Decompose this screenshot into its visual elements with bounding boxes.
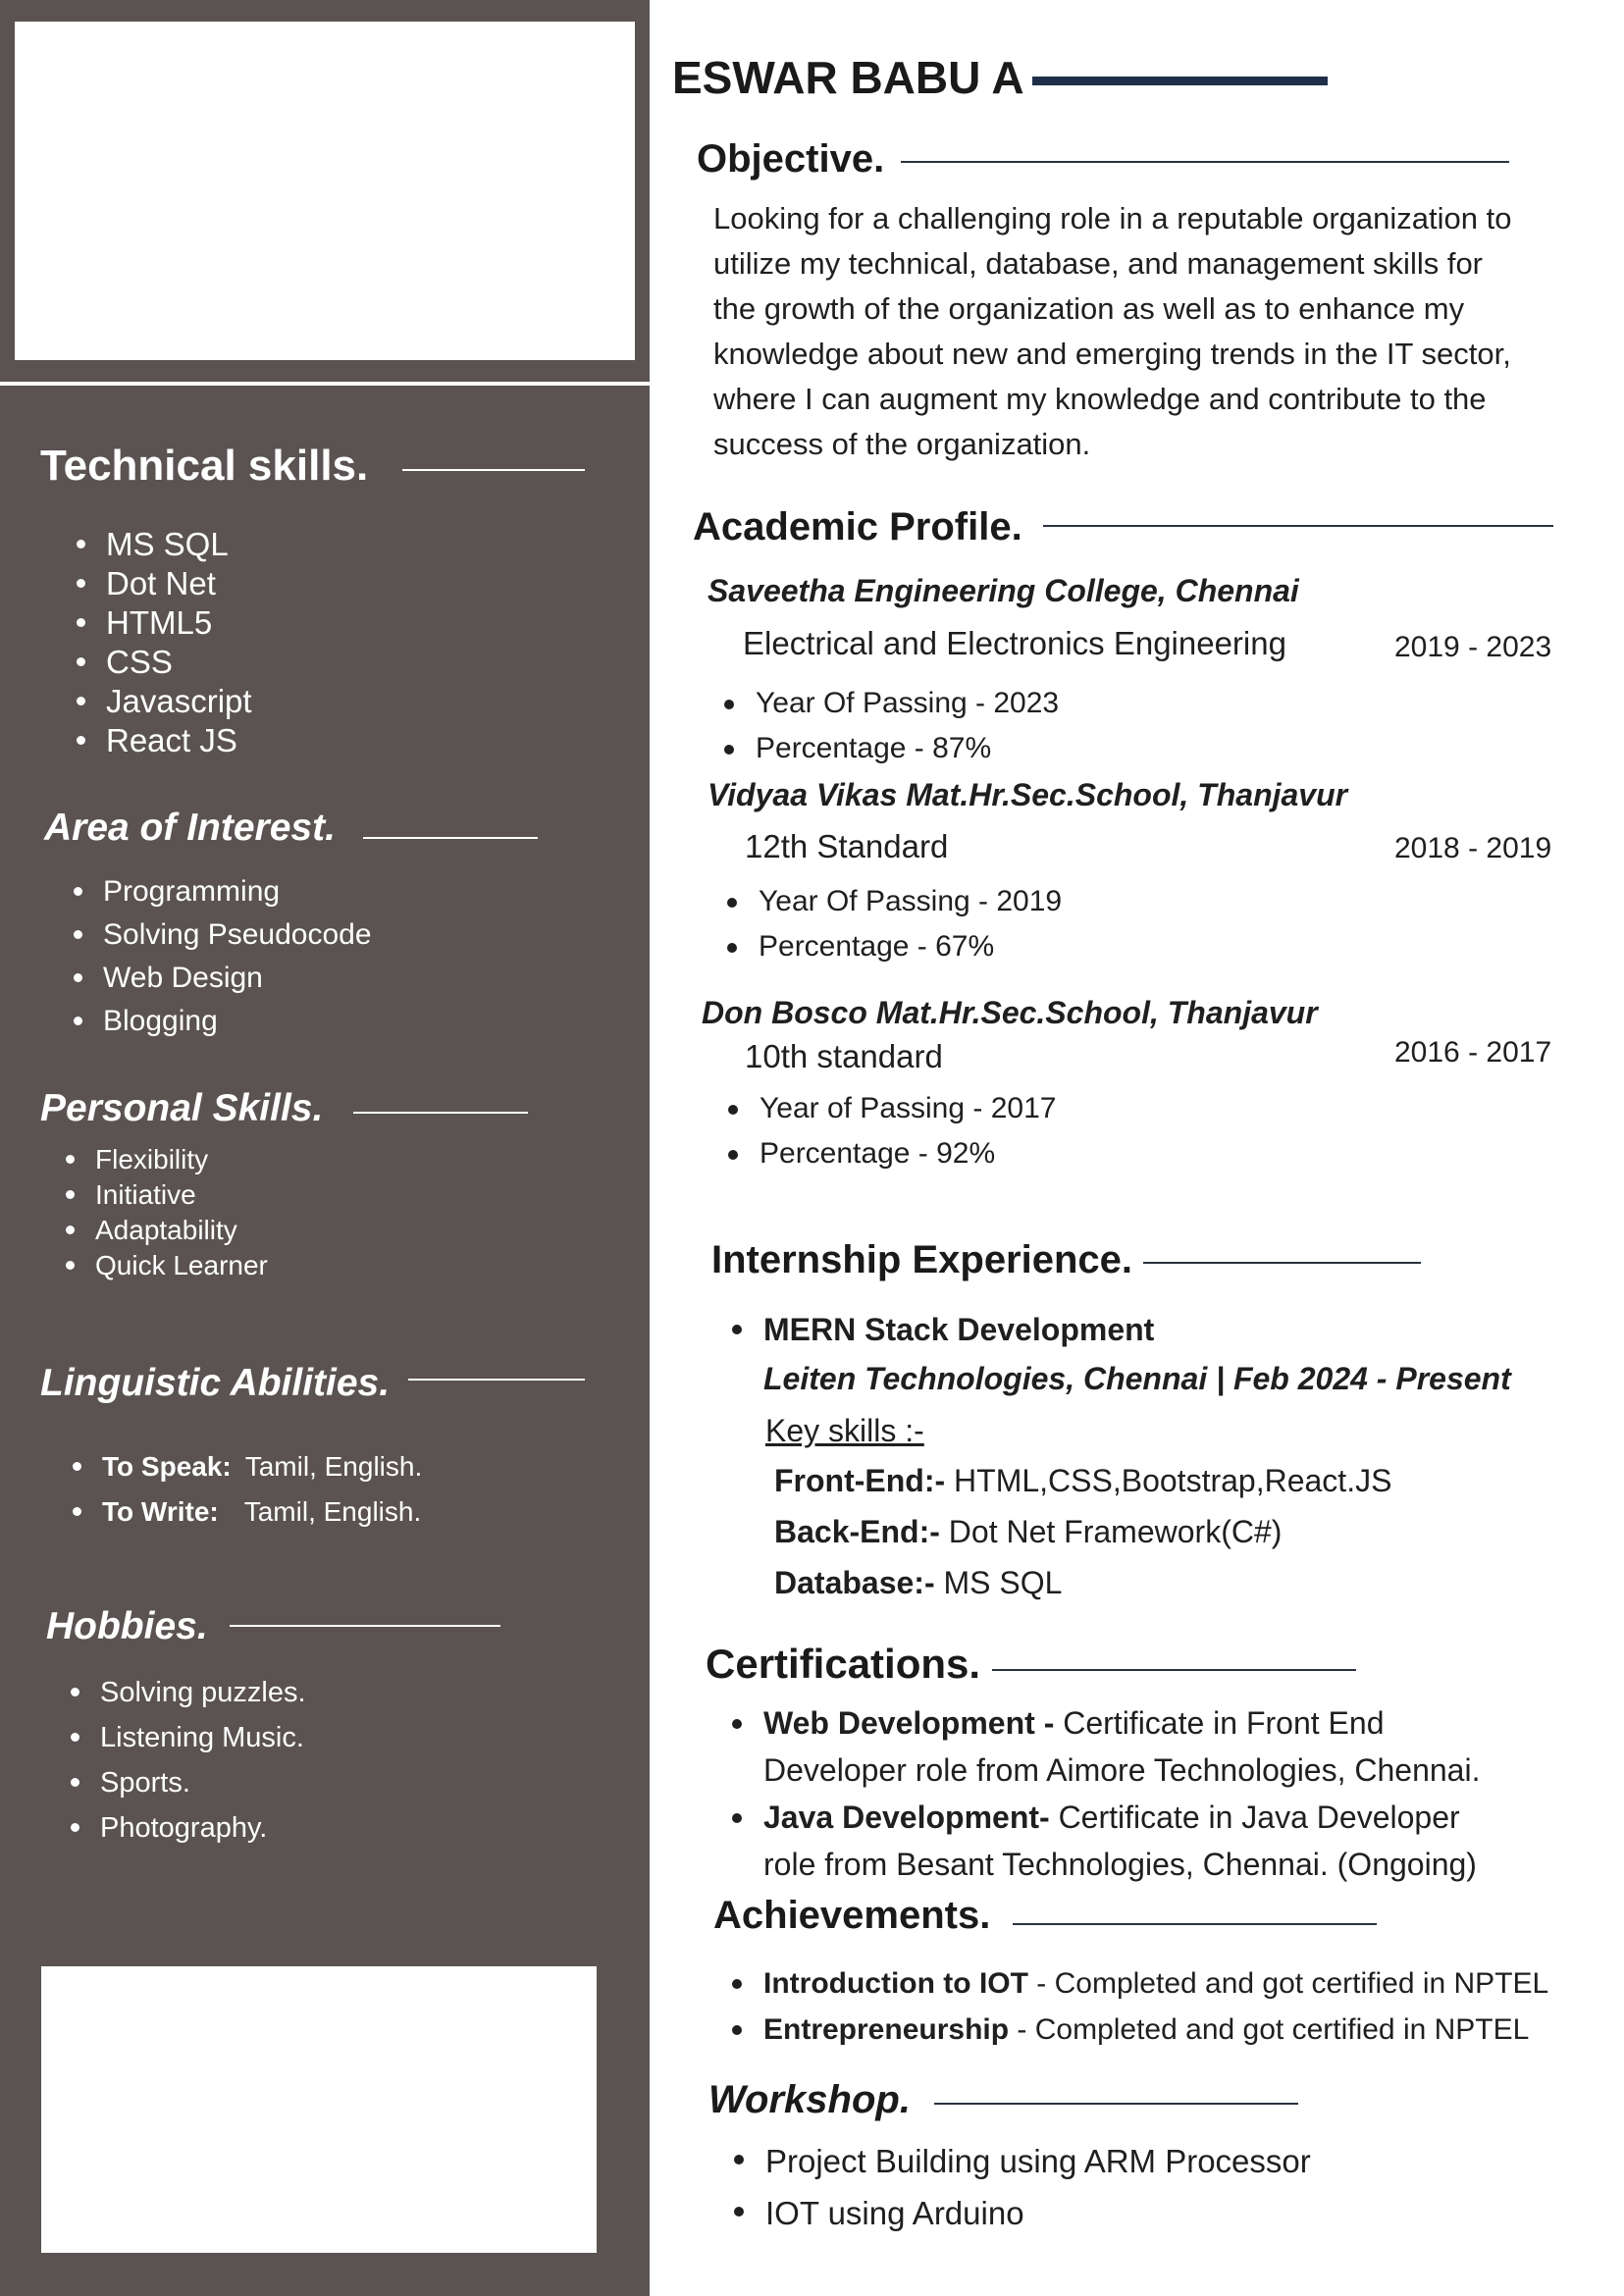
technical-skills-list [77,525,252,760]
certifications-title: Certifications. [706,1641,981,1687]
technical-skills-title: Technical skills. [40,442,369,490]
list-item: Introduction to IOT - Completed and got certified in NPTEL [728,1960,1548,2007]
objective-line: the growth of the organization as well as to enhance my [713,291,1465,326]
list-item: Year of Passing - 2017 [724,1086,1056,1131]
academic-rule [1043,525,1553,527]
course-name: 10th standard [745,1038,943,1074]
objective-text [713,196,1511,467]
hobbies-rule [230,1625,500,1627]
list-item: CSS [77,643,252,682]
school-name: Don Bosco Mat.Hr.Sec.School, Thanjavur [702,995,1318,1030]
list-item: MS SQL [77,525,252,564]
write-value: Tamil, English. [243,1496,422,1527]
area-of-interest-rule [363,837,538,839]
list-item: Sports. [71,1760,306,1805]
list-item: IOT using Arduino [730,2187,1311,2239]
school-name: Saveetha Engineering College, Chennai [707,573,1299,608]
list-item: Percentage - 67% [723,924,1062,969]
list-item: Java Development- Certificate in Java Developer role from Besant Technologies, Chennai. (Ongoing) [728,1794,1480,1888]
hobbies-list [71,1670,306,1851]
workshop-title: Workshop. [708,2078,911,2121]
list-item: Solving Pseudocode [74,913,372,957]
speak-label: To Speak: [102,1451,232,1482]
academic-details-list [723,879,1062,969]
achievements-title: Achievements. [713,1894,991,1937]
list-item: Year Of Passing - 2023 [720,681,1059,726]
sidebar-divider [0,382,650,386]
list-item [73,1489,422,1535]
internship-title: Internship Experience. [711,1238,1133,1281]
objective-line: where I can augment my knowledge and contribute to the [713,382,1487,416]
list-item: Initiative [66,1177,268,1213]
area-of-interest-title: Area of Interest. [44,807,336,849]
write-label: To Write: [102,1496,219,1527]
list-item: Adaptability [66,1213,268,1248]
workshop-rule [934,2103,1298,2105]
list-item: Percentage - 87% [720,726,1059,771]
certifications-list [728,1699,1480,1888]
linguistic-abilities-rule [408,1379,585,1381]
hobbies-title: Hobbies. [46,1605,208,1647]
achievements-rule [1013,1923,1377,1925]
list-item: Listening Music. [71,1715,306,1760]
front-end-skills: Front-End:- HTML,CSS,Bootstrap,React.JS [774,1463,1392,1498]
objective-rule [901,161,1509,163]
year-range: 2016 - 2017 [1394,1036,1552,1069]
internship-list [728,1305,1154,1354]
objective-line: knowledge about new and emerging trends in the IT sector, [713,337,1511,371]
internship-rule [1143,1262,1421,1264]
achievements-list [728,1960,1548,2053]
list-item: Percentage - 92% [724,1131,1056,1176]
list-item: Photography. [71,1805,306,1851]
list-item [73,1444,422,1489]
year-range: 2018 - 2019 [1394,832,1552,864]
list-item: Flexibility [66,1142,268,1177]
objective-line: Looking for a challenging role in a reputable organization to [713,201,1512,235]
area-of-interest-list [74,870,372,1043]
linguistic-list [73,1444,422,1535]
candidate-name: ESWAR BABU A [672,52,1024,103]
workshop-list [730,2135,1311,2239]
profile-photo-placeholder [15,22,635,360]
personal-skills-list [66,1142,268,1283]
list-item: Solving puzzles. [71,1670,306,1715]
database-skills: Database:- MS SQL [774,1565,1063,1600]
list-item: Web Design [74,957,372,1000]
name-accent-bar [1032,77,1328,85]
list-item: Javascript [77,682,252,721]
list-item: HTML5 [77,603,252,643]
list-item: Blogging [74,1000,372,1043]
internship-role: MERN Stack Development [728,1305,1154,1354]
list-item: Year Of Passing - 2019 [723,879,1062,924]
linguistic-abilities-title: Linguistic Abilities. [40,1362,391,1404]
academic-details-list [724,1086,1056,1176]
list-item: Programming [74,870,372,913]
personal-skills-title: Personal Skills. [40,1087,324,1129]
back-end-skills: Back-End:- Dot Net Framework(C#) [774,1514,1283,1549]
list-item: Project Building using ARM Processor [730,2135,1311,2187]
sidebar [0,0,650,2296]
academic-details-list [720,681,1059,771]
list-item: Dot Net [77,564,252,603]
key-skills-label: Key skills :- [765,1413,924,1448]
certifications-rule [992,1669,1356,1671]
list-item: Web Development - Certificate in Front End Developer role from Aimore Technologies, Chennai. [728,1699,1480,1794]
course-name: Electrical and Electronics Engineering [743,625,1286,661]
academic-profile-title: Academic Profile. [693,505,1022,548]
objective-line: utilize my technical, database, and management skills for [713,246,1484,281]
list-item: Quick Learner [66,1248,268,1283]
school-name: Vidyaa Vikas Mat.Hr.Sec.School, Thanjavur [707,777,1348,812]
course-name: 12th Standard [745,828,949,864]
personal-skills-rule [353,1112,528,1114]
list-item: React JS [77,721,252,760]
objective-title: Objective. [697,137,885,181]
year-range: 2019 - 2023 [1394,631,1552,663]
objective-line: success of the organization. [713,427,1091,461]
list-item: Entrepreneurship - Completed and got certified in NPTEL [728,2007,1548,2053]
speak-value: Tamil, English. [244,1451,423,1482]
internship-company: Leiten Technologies, Chennai | Feb 2024 - Present [763,1361,1511,1396]
technical-skills-rule [402,469,585,471]
bottom-image-placeholder [41,1966,597,2253]
